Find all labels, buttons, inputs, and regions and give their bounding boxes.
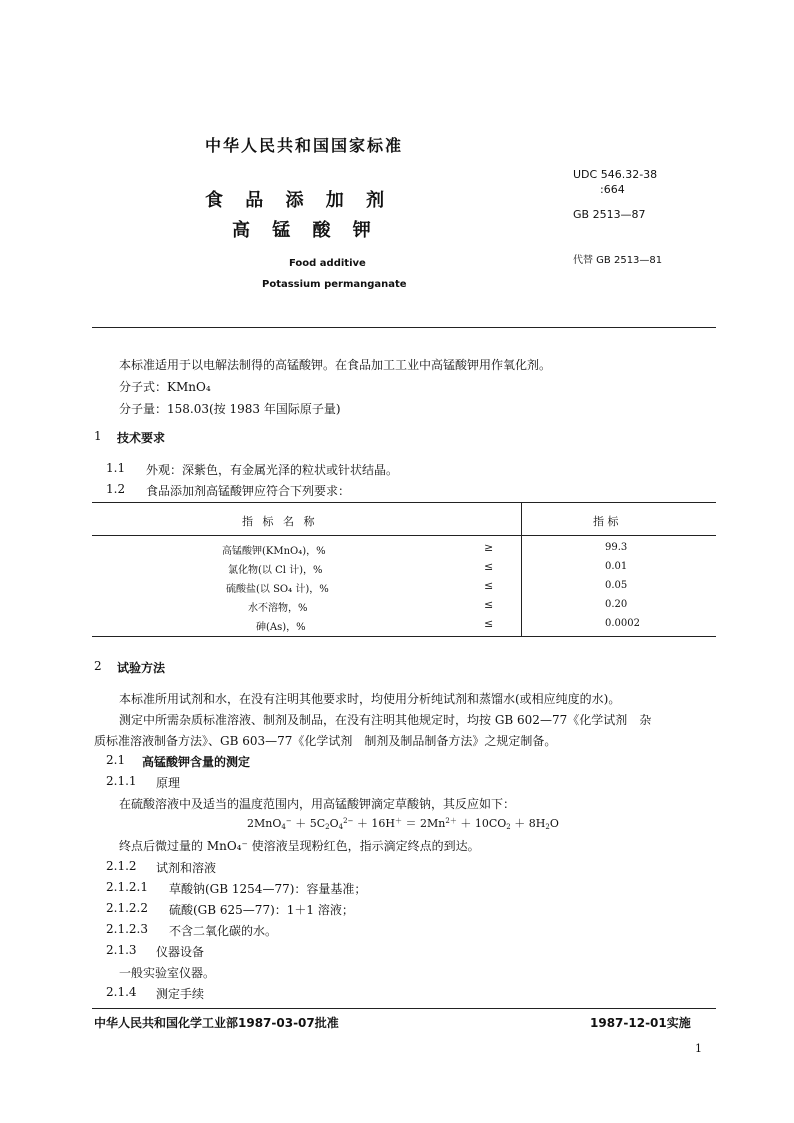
molecular-weight: 分子量：158.03(按 1983 年国际原子量)	[119, 402, 341, 416]
page-number: 1	[695, 1042, 702, 1055]
section-2-1-2-2-text: 硫酸(GB 625—77)：1＋1 溶液；	[169, 903, 354, 917]
implementation-date: 1987-12-01实施	[590, 1016, 691, 1030]
table-row-value: 0.05	[605, 580, 628, 591]
section-2-title: 试验方法	[117, 661, 166, 675]
english-title-line1: Food additive	[289, 258, 366, 269]
table-row-name: 砷(As)，%	[256, 622, 306, 633]
table-row-relation: ≤	[484, 598, 494, 611]
table-header-name: 指 标 名 称	[242, 515, 318, 528]
section-2-paragraph-1: 本标准所用试剂和水，在没有注明其他要求时，均使用分析纯试剂和蒸馏水(或相应纯度的水)。	[119, 692, 621, 706]
table-row-value: 0.0002	[605, 618, 640, 629]
section-2-1-title: 高锰酸钾含量的测定	[142, 755, 251, 769]
table-column-divider	[521, 502, 522, 636]
national-standard-title: 中华人民共和国国家标准	[205, 136, 404, 155]
table-row-relation: ≥	[484, 541, 494, 554]
scope-text: 本标准适用于以电解法制得的高锰酸钾。在食品加工工业中高锰酸钾用作氧化剂。	[119, 358, 552, 372]
section-2-1-2-3-text: 不含二氧化碳的水。	[169, 924, 278, 938]
table-row-value: 99.3	[605, 542, 628, 553]
table-row-value: 0.01	[605, 561, 628, 572]
approval-statement: 中华人民共和国化学工业部1987-03-07批准	[94, 1016, 339, 1030]
table-row-relation: ≤	[484, 617, 494, 630]
udc-code-suffix: :664	[600, 183, 625, 196]
item-1-1-number: 1.1	[106, 461, 126, 475]
section-2-1-3-title: 仪器设备	[156, 945, 205, 959]
reaction-equation: $2MnO_4^- + 5C_2O_4^{2-} + 16H^+ = 2Mn^{2+} + 10CO_2 + 8H_2O$	[247, 817, 559, 831]
section-2-1-2-number: 2.1.2	[106, 859, 137, 873]
table-row-value: 0.20	[605, 599, 628, 610]
section-2-1-3-number: 2.1.3	[106, 943, 137, 957]
section-2-1-2-3-number: 2.1.2.3	[106, 922, 148, 936]
section-2-1-1-title: 原理	[156, 776, 181, 790]
table-row-relation: ≤	[484, 579, 494, 592]
table-row-name: 氯化物(以 Cl 计)，%	[228, 565, 323, 576]
document-title-line1: 食 品 添 加 剂	[205, 190, 393, 211]
header-divider	[92, 327, 716, 328]
section-2-1-1-number: 2.1.1	[106, 774, 137, 788]
document-title-line2: 高 锰 酸 钾	[232, 220, 379, 241]
item-1-2-number: 1.2	[106, 482, 126, 496]
table-top-rule	[92, 502, 716, 503]
udc-code: UDC 546.32-38	[573, 168, 658, 181]
item-1-1-text: 外观：深紫色，有金属光泽的粒状或针状结晶。	[146, 463, 399, 477]
molecular-formula: 分子式：KMnO₄	[119, 380, 211, 394]
section-2-1-2-1-text: 草酸钠(GB 1254—77)：容量基准；	[169, 882, 367, 896]
section-2-paragraph-2-line1: 测定中所需杂质标准溶液、制剂及制品，在没有注明其他规定时，均按 GB 602—77《化学试剂 杂	[119, 713, 652, 727]
table-row-name: 高锰酸钾(KMnO₄)，%	[222, 546, 326, 557]
instruments-text: 一般实验室仪器。	[119, 966, 216, 980]
section-1-title: 技术要求	[117, 431, 166, 445]
section-1-number: 1	[94, 429, 102, 443]
table-header-rule	[92, 535, 716, 536]
gb-number: GB 2513—87	[573, 208, 646, 221]
table-row-relation: ≤	[484, 560, 494, 573]
item-1-2-text: 食品添加剂高锰酸钾应符合下列要求：	[146, 484, 351, 498]
section-2-1-4-title: 测定手续	[156, 987, 205, 1001]
section-2-1-number: 2.1	[106, 753, 126, 767]
replaces-standard: 代替 GB 2513—81	[573, 255, 663, 266]
table-header-value: 指 标	[593, 515, 619, 528]
section-2-1-4-number: 2.1.4	[106, 985, 137, 999]
section-2-1-2-2-number: 2.1.2.2	[106, 901, 148, 915]
table-bottom-rule	[92, 636, 716, 637]
principle-text: 在硫酸溶液中及适当的温度范围内，用高锰酸钾滴定草酸钠，其反应如下：	[119, 797, 516, 811]
table-row-name: 硫酸盐(以 SO₄ 计)，%	[226, 584, 329, 595]
section-2-1-2-1-number: 2.1.2.1	[106, 880, 148, 894]
section-2-paragraph-2-line2: 质标准溶液制备方法》、GB 603—77《化学试剂 制剂及制品制备方法》之规定制备。	[94, 734, 557, 748]
section-2-1-2-title: 试剂和溶液	[156, 861, 217, 875]
table-row-name: 水不溶物，%	[248, 603, 308, 614]
footer-divider	[92, 1008, 716, 1009]
english-title-line2: Potassium permanganate	[262, 279, 407, 290]
section-2-number: 2	[94, 659, 102, 673]
endpoint-text: 终点后微过量的 MnO₄⁻ 使溶液呈现粉红色，指示滴定终点的到达。	[119, 839, 480, 853]
